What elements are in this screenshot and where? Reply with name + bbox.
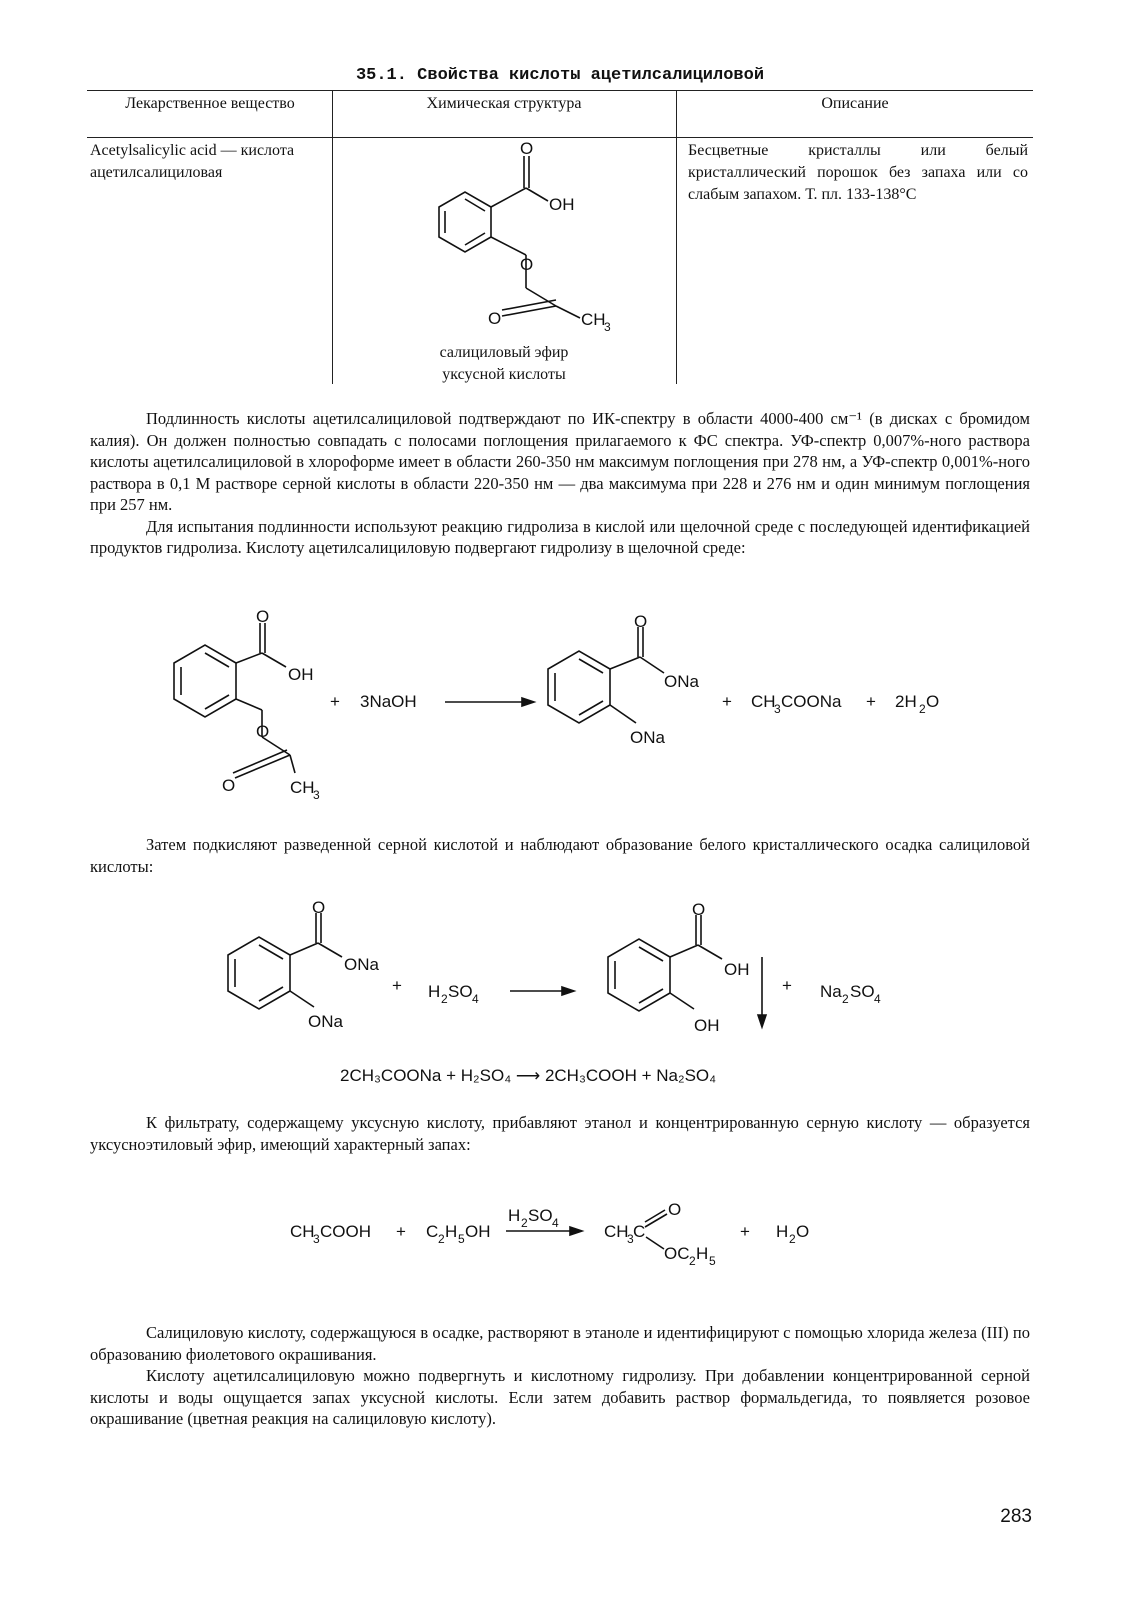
- svg-text:O: O: [692, 900, 706, 919]
- text-block-1: [90, 408, 1030, 559]
- svg-text:OH: OH: [694, 1016, 720, 1035]
- svg-text:ONa: ONa: [344, 955, 379, 974]
- svg-text:2: 2: [441, 992, 448, 1006]
- svg-text:3: 3: [313, 1232, 320, 1246]
- svg-text:O: O: [796, 1222, 810, 1241]
- plus-sign: +: [330, 692, 340, 711]
- text-block-4: [90, 1322, 1030, 1430]
- svg-text:SO: SO: [850, 982, 875, 1001]
- aspirin-structure-table: [334, 138, 674, 343]
- svg-text:O: O: [668, 1200, 682, 1219]
- svg-text:+: +: [740, 1222, 750, 1241]
- table-top-rule: [87, 90, 1033, 91]
- svg-text:SO: SO: [448, 982, 473, 1001]
- page-number: 283: [1000, 1506, 1032, 1527]
- acetyl-oxygen-label: O: [488, 309, 502, 328]
- svg-text:COOH: COOH: [320, 1222, 371, 1241]
- hydroxyl-label: OH: [549, 195, 575, 214]
- table-header-description: Описание: [821, 95, 889, 112]
- svg-text:O: O: [634, 612, 648, 631]
- svg-text:OH: OH: [465, 1222, 491, 1241]
- svg-text:CH: CH: [604, 1222, 629, 1241]
- svg-text:5: 5: [458, 1232, 465, 1246]
- svg-text:O: O: [222, 776, 236, 795]
- svg-text:4: 4: [472, 992, 479, 1006]
- svg-text:4: 4: [874, 992, 881, 1006]
- svg-text:2: 2: [789, 1232, 796, 1246]
- svg-text:3: 3: [604, 320, 611, 334]
- svg-text:OC: OC: [664, 1244, 690, 1263]
- svg-text:+: +: [782, 976, 792, 995]
- text-block-3: [90, 1112, 1030, 1155]
- svg-text:COONa: COONa: [781, 692, 842, 711]
- paragraph-acidification: Затем подкисляют разведенной серной кислотой и наблюдают образование белого кристаллического осадка салициловой кислоты:: [90, 835, 1030, 876]
- svg-text:O: O: [312, 898, 326, 917]
- table-col-divider-1: [332, 90, 333, 384]
- svg-text:CH: CH: [290, 1222, 315, 1241]
- table-header-structure: Химическая структура: [426, 95, 582, 112]
- paragraph-acid-hydrolysis: Кислоту ацетилсалициловую можно подвергнуть и кислотному гидролизу. При добавлении концентрированной серной кислоты и воды ощущается запах уксусной кислоты. Если затем добавить раствор формальдегида, то появляется розовое окрашивание (цветная реакция на салициловую кислоту).: [90, 1366, 1030, 1428]
- svg-text:H: H: [776, 1222, 789, 1241]
- svg-text:2H: 2H: [895, 692, 917, 711]
- svg-text:2: 2: [842, 992, 849, 1006]
- svg-text:2: 2: [689, 1254, 696, 1268]
- svg-text:Na: Na: [820, 982, 842, 1001]
- table-title: 35.1. Свойства кислоты ацетилсалициловой: [355, 66, 765, 85]
- svg-text:+: +: [392, 976, 402, 995]
- svg-text:3: 3: [313, 788, 320, 802]
- svg-text:+: +: [722, 692, 732, 711]
- reagent-naoh: 3NaOH: [360, 692, 417, 711]
- paragraph-ferric-chloride: Салициловую кислоту, содержащуюся в осадке, растворяют в этаноле и идентифицируют с помощью хлорида железа (III) по образованию фиолетового окрашивания.: [90, 1323, 1030, 1364]
- svg-text:ONa: ONa: [630, 728, 665, 747]
- table-header-substance: Лекарственное вещество: [125, 95, 295, 112]
- svg-text:5: 5: [709, 1254, 716, 1268]
- table-cell-description: Бесцветные кристаллы или белый кристаллический порошок без запаха или со слабым запахом. Т. пл. 133-138°С: [688, 142, 1028, 203]
- svg-text:2: 2: [521, 1216, 528, 1230]
- svg-text:H: H: [508, 1206, 521, 1225]
- svg-text:H: H: [428, 982, 441, 1001]
- svg-text:OH: OH: [724, 960, 750, 979]
- svg-text:O: O: [256, 722, 270, 741]
- svg-text:SO: SO: [528, 1206, 553, 1225]
- svg-text:3: 3: [774, 702, 781, 716]
- svg-text:2: 2: [438, 1232, 445, 1246]
- svg-text:C: C: [633, 1222, 646, 1241]
- svg-text:+: +: [396, 1222, 406, 1241]
- svg-text:3: 3: [627, 1232, 634, 1246]
- table-cell-substance: Acetylsalicylic acid — кислота ацетилсалициловая: [90, 142, 295, 181]
- svg-text:O: O: [926, 692, 940, 711]
- svg-text:+: +: [866, 692, 876, 711]
- table-col-divider-2: [676, 90, 677, 384]
- paragraph-ir-uv: Подлинность кислоты ацетилсалициловой подтверждают по ИК-спектру в области 4000-400 см⁻¹ (в дисках с бромидом калия). Он должен полностью совпадать с полосами поглощения прилагаемого к ФС спектра. УФ-спектр 0,007%-ного раствора кислоты ацетилсалициловой в хлороформе имеет в области 260-350 нм максимум поглощения при 278 нм, а УФ-спектр 0,001%-ного раствора в 0,1 М растворе серной кислоты в области 220-350 нм — два максимума при 228 и 276 нм и один минимум поглощения при 257 нм.: [90, 409, 1030, 514]
- reaction-acidification: [90, 895, 1030, 1045]
- svg-text:C: C: [426, 1222, 439, 1241]
- acetate-equation: 2CH₃COONa + H₂SO₄ ⟶ 2CH₃COOH + Na₂SO₄: [340, 1066, 717, 1085]
- svg-text:H: H: [445, 1222, 458, 1241]
- paragraph-esterification: К фильтрату, содержащему уксусную кислоту, прибавляют этанол и концентрированную серную кислоту — образуется уксусноэтиловый эфир, имеющий характерный запах:: [90, 1113, 1030, 1154]
- svg-text:H: H: [696, 1244, 709, 1263]
- svg-text:4: 4: [552, 1216, 559, 1230]
- structure-caption-line2: уксусной кислоты: [442, 366, 566, 383]
- svg-text:O: O: [256, 607, 270, 626]
- svg-text:ONa: ONa: [308, 1012, 343, 1031]
- svg-text:2: 2: [919, 702, 926, 716]
- carbonyl-oxygen-label: O: [520, 139, 534, 158]
- svg-text:CH: CH: [290, 778, 315, 797]
- text-block-2: [90, 834, 1030, 877]
- svg-text:OH: OH: [288, 665, 314, 684]
- svg-text:CH: CH: [751, 692, 776, 711]
- methyl-label: CH: [581, 310, 606, 329]
- ester-oxygen-label: O: [520, 255, 534, 274]
- reaction-alkaline-hydrolysis: [90, 605, 1030, 805]
- svg-text:ONa: ONa: [664, 672, 699, 691]
- structure-caption-line1: салициловый эфир: [439, 344, 569, 361]
- reaction-esterification: [90, 1195, 1030, 1275]
- paragraph-hydrolysis-intro: Для испытания подлинности используют реакцию гидролиза в кислой или щелочной среде с последующей идентификацией продуктов гидролиза. Кислоту ацетилсалициловую подвергают гидролизу в щелочной среде:: [90, 516, 1030, 557]
